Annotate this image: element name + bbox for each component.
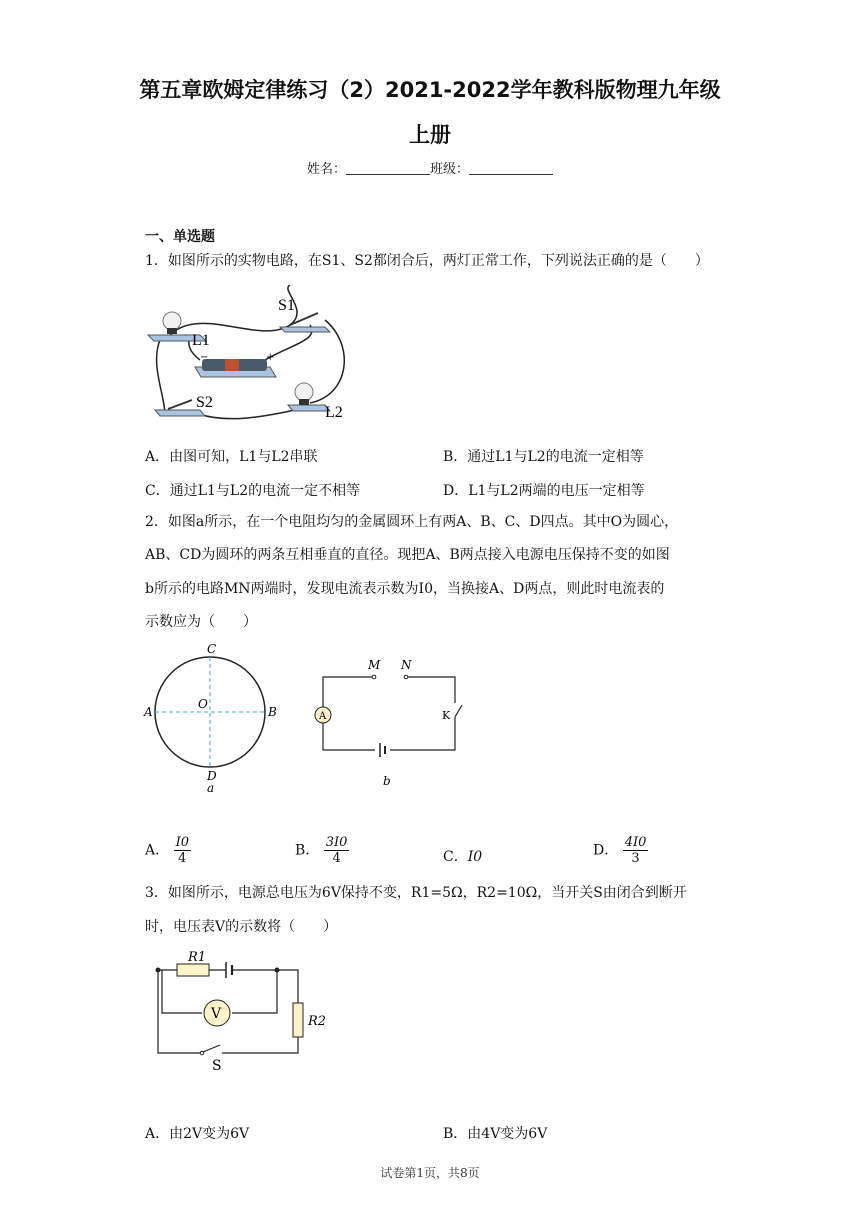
label-c: C — [207, 642, 217, 656]
label-m: M — [368, 658, 381, 672]
q2-option-b-fraction — [324, 835, 350, 866]
q2-option-b-label: B． — [295, 842, 320, 859]
q2-figure-b-circuit — [305, 655, 475, 795]
battery-band — [225, 359, 239, 371]
wire — [157, 340, 165, 415]
lamp-l2-socket — [299, 399, 309, 405]
label-s2: S2 — [196, 394, 213, 411]
battery-plus: + — [266, 352, 275, 363]
fraction-denominator: 3 — [631, 851, 640, 866]
lamp-l2-base — [288, 405, 330, 411]
ammeter-label: A — [319, 711, 327, 722]
question-2-line-2: AB、CD为圆环的两条互相垂直的直径。现把A、B两点接入电源电压保持不变的如图 — [145, 547, 670, 563]
label-r1: R1 — [188, 950, 207, 965]
wire — [222, 1037, 298, 1053]
question-2-line-3: b所示的电路MN两端时，发现电流表示数为I0，当换接A、D两点，则此时电流表的 — [145, 581, 665, 597]
battery-minus: − — [200, 352, 209, 363]
label-n: N — [401, 658, 412, 672]
label-o: O — [198, 697, 208, 711]
label-l1: L1 — [192, 332, 210, 349]
q2-option-d-fraction — [623, 835, 649, 866]
question-2-line-1: 2．如图a所示，在一个电阻均匀的金属圆环上有两A、B、C、D四点。其中O为圆心， — [145, 514, 679, 530]
wire — [195, 410, 295, 419]
q1-option-d[interactable]: D．L1与L2两端的电压一定相等 — [443, 483, 645, 499]
class-blank[interactable] — [469, 162, 553, 175]
lamp-l1-bulb — [163, 312, 181, 330]
q3-circuit-figure — [140, 945, 340, 1075]
label-s1: S1 — [278, 297, 295, 314]
junction-right — [275, 968, 280, 973]
name-blank[interactable] — [346, 162, 430, 175]
resistor-r2 — [293, 1003, 303, 1037]
fraction-denominator: 4 — [332, 851, 341, 866]
terminal-m — [372, 675, 376, 679]
terminal-n — [404, 675, 408, 679]
wire — [232, 970, 277, 1013]
q2-option-d-label: D． — [593, 842, 619, 859]
switch-k — [455, 705, 462, 717]
q2-option-c[interactable] — [443, 846, 482, 866]
q2-option-c-label: C． — [443, 849, 468, 865]
lamp-l1-socket — [167, 328, 177, 334]
label-r2: R2 — [308, 1014, 327, 1029]
q1-option-b[interactable]: B．通过L1与L2的电流一定相等 — [443, 449, 644, 465]
page-footer: 试卷第1页，共8页 — [380, 1166, 480, 1180]
fraction-numerator: I0 — [175, 835, 189, 850]
label-b: B — [268, 705, 277, 719]
q2-figure-a-ring — [140, 640, 290, 800]
label-d: D — [207, 769, 217, 783]
label-l2: L2 — [325, 404, 343, 421]
q1-option-c[interactable]: C．通过L1与L2的电流一定不相等 — [145, 483, 361, 499]
q2-option-b[interactable] — [295, 835, 349, 866]
resistor-r1 — [177, 964, 209, 976]
q1-option-a[interactable]: A．由图可知，L1与L2串联 — [145, 449, 318, 465]
label-s: S — [212, 1058, 222, 1074]
wire — [158, 970, 202, 1053]
figure-a-caption: a — [207, 781, 215, 795]
page-title: 第五章欧姆定律练习（2）2021-2022学年教科版物理九年级 — [139, 78, 721, 102]
label-v: V — [211, 1006, 222, 1022]
page-title-continued: 上册 — [409, 123, 451, 147]
switch-s1-lever — [290, 313, 318, 325]
class-label: 班级： — [430, 162, 470, 177]
label-k: K — [442, 709, 451, 722]
q2-option-a[interactable] — [145, 835, 191, 866]
fraction-numerator: 3I0 — [325, 835, 348, 850]
question-1-stem: 1．如图所示的实物电路，在S1、S2都闭合后，两灯正常工作，下列说法正确的是（ ） — [145, 253, 709, 269]
wire — [407, 677, 455, 703]
q2-option-a-fraction — [174, 835, 191, 866]
label-a: A — [144, 705, 153, 719]
lamp-l2-bulb — [295, 383, 313, 401]
student-info-line — [0, 158, 860, 177]
figure-b-caption: b — [383, 774, 391, 788]
question-3-line-2: 时，电压表V的示数将（ ） — [145, 919, 338, 935]
junction-left — [156, 968, 161, 973]
fraction-numerator: 4I0 — [624, 835, 647, 850]
fraction-denominator: 4 — [178, 851, 187, 866]
q2-option-a-label: A． — [145, 842, 170, 859]
q3-option-a[interactable]: A．由2V变为6V — [145, 1126, 250, 1142]
q3-option-b[interactable]: B．由4V变为6V — [443, 1126, 548, 1142]
question-3-line-1: 3．如图所示，电源总电压为6V保持不变，R1=5Ω，R2=10Ω，当开关S由闭合到断开 — [145, 885, 687, 901]
name-label: 姓名： — [306, 162, 346, 177]
switch-s2-lever — [168, 400, 192, 409]
question-2-line-4: 示数应为（ ） — [145, 614, 257, 630]
wire — [278, 970, 298, 1003]
section-heading: 一、单选题 — [145, 229, 215, 245]
q2-option-c-value: I0 — [467, 849, 483, 865]
switch-s1-base — [280, 327, 330, 332]
q1-circuit-figure — [140, 285, 360, 425]
q2-option-d[interactable] — [593, 835, 648, 866]
switch-s-lever — [203, 1045, 220, 1052]
